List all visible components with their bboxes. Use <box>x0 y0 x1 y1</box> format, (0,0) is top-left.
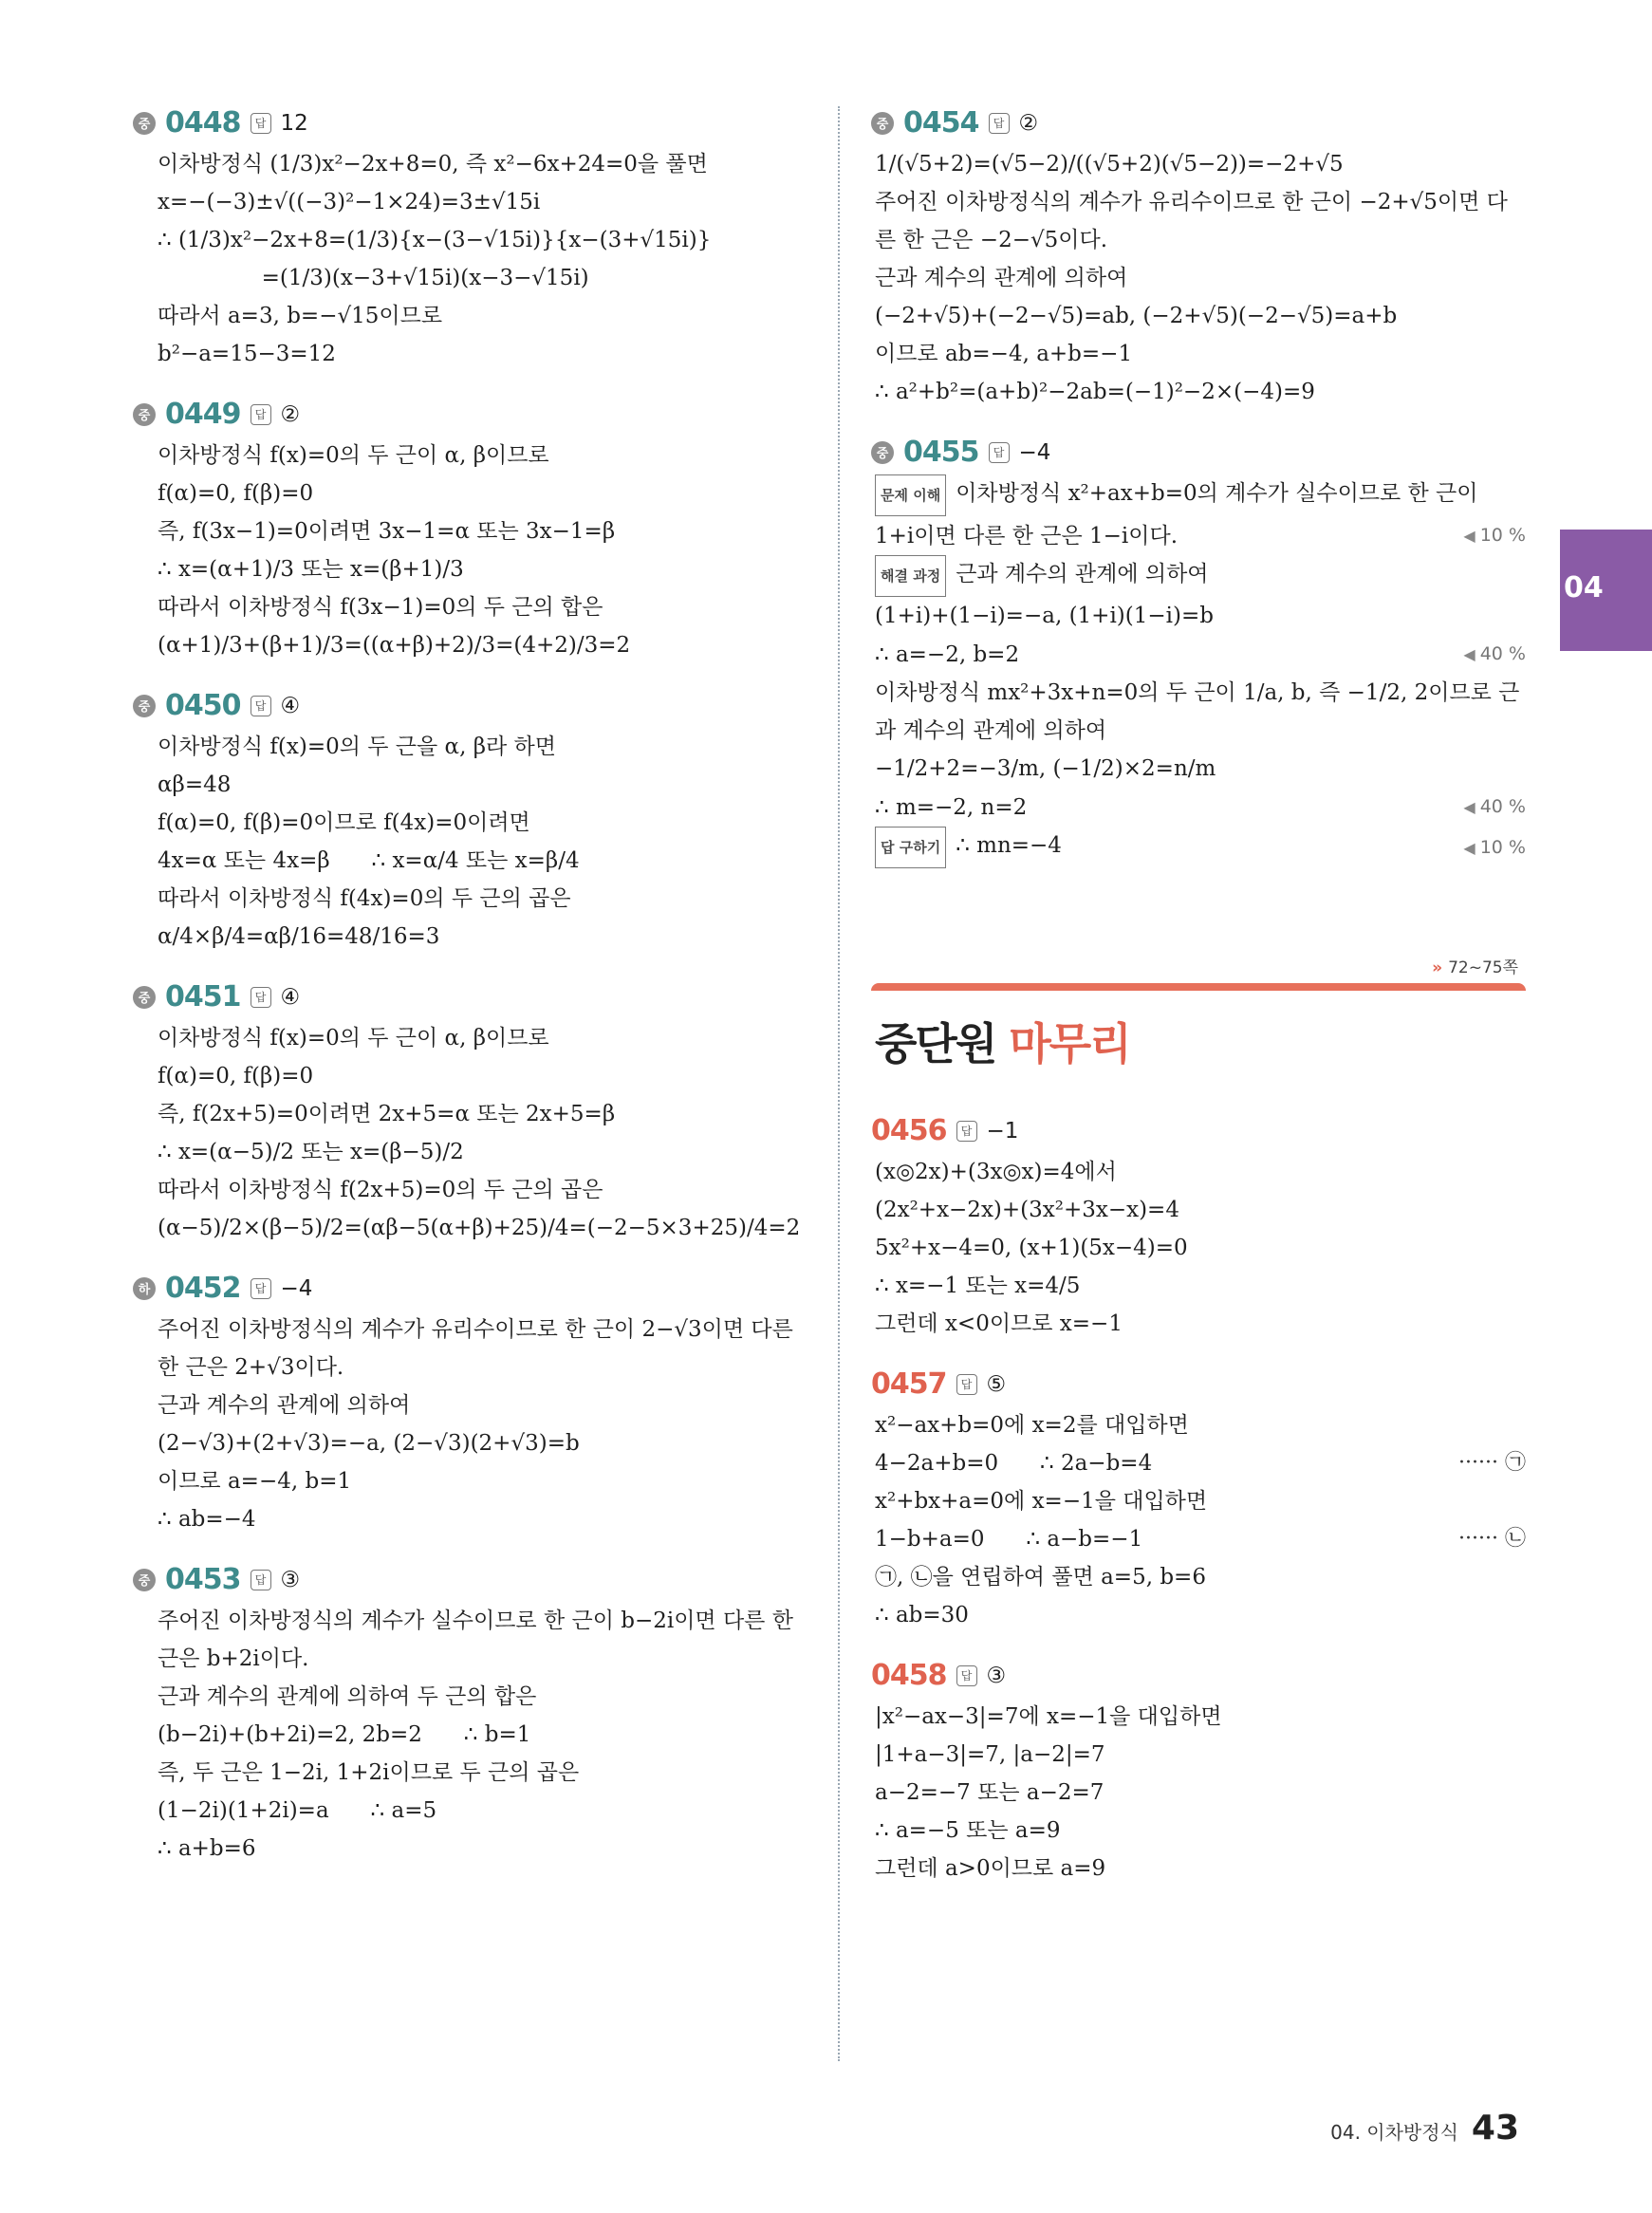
line-text: 근과 계수의 관계에 의하여 <box>956 562 1209 586</box>
solution-line: (b−2i)+(b+2i)=2, 2b=2 ∴ b=1 <box>158 1722 531 1747</box>
left-column <box>133 106 816 1892</box>
answer-value: −4 <box>280 1275 313 1301</box>
answer-icon: 답 <box>989 113 1010 134</box>
problem-0453 <box>133 1563 816 1868</box>
answer-icon: 답 <box>956 1665 977 1686</box>
solution-line: (1−2i)(1+2i)=a ∴ a=5 <box>158 1798 437 1823</box>
score-percent: ◀ 10 % <box>1463 828 1526 867</box>
solution-line <box>871 635 1526 674</box>
solution-line: ∴ a²+b²=(a+b)²−2ab=(−1)²−2×(−4)=9 <box>875 380 1315 404</box>
line-text: 4−2a+b=0 ∴ 2a−b=4 <box>875 1451 1153 1476</box>
problem-0452 <box>133 1272 816 1538</box>
answer-icon: 답 <box>251 696 271 716</box>
solution-line: f(α)=0, f(β)=0 <box>158 1064 314 1088</box>
equation-mark: ······ ㉡ <box>1458 1527 1526 1551</box>
section-title-bar <box>871 983 1526 991</box>
solution-line: ∴ a+b=6 <box>158 1836 256 1861</box>
problem-number: 0450 <box>165 689 241 722</box>
page-number: 43 <box>1471 2109 1519 2148</box>
problem-0451 <box>133 980 816 1247</box>
equation-mark: ······ ㉠ <box>1458 1451 1526 1475</box>
solution-line <box>871 1444 1526 1482</box>
problem-number: 0448 <box>165 106 241 139</box>
solution-line: 근과 계수의 관계에 의하여 두 근의 합은 <box>158 1684 537 1709</box>
solution-line: 주어진 이차방정식의 계수가 유리수이므로 한 근이 −2+√5이면 다 <box>875 190 1508 214</box>
solution-line: f(α)=0, f(β)=0 <box>158 481 314 506</box>
solution-line <box>871 555 1526 597</box>
solution-line: 이므로 ab=−4, a+b=−1 <box>875 342 1133 366</box>
answer-icon: 답 <box>251 113 271 134</box>
solution-line: ∴ x=(α−5)/2 또는 x=(β−5)/2 <box>158 1140 464 1164</box>
answer-value: −4 <box>1018 439 1051 465</box>
solution-line: 이차방정식 (1/3)x²−2x+8=0, 즉 x²−6x+24=0을 풀면 <box>158 152 708 177</box>
line-text: 이차방정식 x²+ax+b=0의 계수가 실수이므로 한 근이 <box>956 481 1478 506</box>
answer-value: −1 <box>986 1118 1019 1144</box>
solution-line: 그런데 a>0이므로 a=9 <box>875 1856 1106 1881</box>
score-percent: ◀ 10 % <box>1463 516 1526 555</box>
answer-value: 12 <box>280 110 308 136</box>
solution-line: 이차방정식 f(x)=0의 두 근이 α, β이므로 <box>158 443 549 468</box>
solution-line: (x◎2x)+(3x◎x)=4에서 <box>875 1160 1117 1184</box>
solution-line: 따라서 a=3, b=−√15이므로 <box>158 304 443 328</box>
solution-line: 이차방정식 mx²+3x+n=0의 두 근이 1/a, b, 즉 −1/2, 2이므로 근 <box>875 680 1520 705</box>
page-reference: » 72~75쪽 <box>871 954 1526 977</box>
solution-line: f(α)=0, f(β)=0이므로 f(4x)=0이려면 <box>158 810 530 835</box>
chapter-title: 04. 이차방정식 <box>1330 2121 1458 2144</box>
answer-icon: 답 <box>251 1570 271 1590</box>
solution-line: 즉, 두 근은 1−2i, 1+2i이므로 두 근의 곱은 <box>158 1760 580 1785</box>
solution-line: 른 한 근은 −2−√5이다. <box>875 228 1108 252</box>
solution-line: |x²−ax−3|=7에 x=−1을 대입하면 <box>875 1704 1222 1729</box>
solution-line: 즉, f(3x−1)=0이려면 3x−1=α 또는 3x−1=β <box>158 519 616 544</box>
answer-icon: 답 <box>251 987 271 1008</box>
problem-number: 0457 <box>871 1367 947 1401</box>
problem-0448 <box>133 106 816 373</box>
answer-value: ⑤ <box>986 1371 1007 1397</box>
solution-line: −1/2+2=−3/m, (−1/2)×2=n/m <box>875 756 1216 781</box>
solution-line: 이차방정식 f(x)=0의 두 근을 α, β라 하면 <box>158 735 556 759</box>
solution-line: x²−ax+b=0에 x=2를 대입하면 <box>875 1413 1189 1438</box>
step-tag: 답 구하기 <box>875 827 946 868</box>
answer-value: ③ <box>280 1567 301 1592</box>
problem-number: 0453 <box>165 1563 241 1596</box>
section-title-accent: 마무리 <box>1009 1018 1130 1069</box>
solution-line: ㉠, ㉡을 연립하여 풀면 a=5, b=6 <box>875 1565 1206 1590</box>
problem-number: 0449 <box>165 398 241 431</box>
problem-0458 <box>871 1659 1526 1888</box>
solution-line: ∴ x=(α+1)/3 또는 x=(β+1)/3 <box>158 557 464 582</box>
level-badge: 중 <box>133 1569 156 1591</box>
problem-number: 0456 <box>871 1114 947 1147</box>
solution-line: 이차방정식 f(x)=0의 두 근이 α, β이므로 <box>158 1026 549 1051</box>
solution-line: ∴ x=−1 또는 x=4/5 <box>875 1274 1081 1298</box>
answer-value: ② <box>280 401 301 427</box>
solution-line: 즉, f(2x+5)=0이려면 2x+5=α 또는 2x+5=β <box>158 1102 616 1126</box>
solution-line <box>871 516 1526 555</box>
solution-line: 1/(√5+2)=(√5−2)/((√5+2)(√5−2))=−2+√5 <box>875 152 1344 177</box>
solution-line: (α−5)/2×(β−5)/2=(αβ−5(α+β)+25)/4=(−2−5×3+25)/4=2 <box>158 1216 801 1240</box>
line-text: 1+i이면 다른 한 근은 1−i이다. <box>875 523 1179 549</box>
answer-icon: 답 <box>989 442 1010 463</box>
solution-line: (α+1)/3+(β+1)/3=((α+β)+2)/3=(4+2)/3=2 <box>158 633 631 658</box>
solution-line: (1+i)+(1−i)=−a, (1+i)(1−i)=b <box>875 604 1214 628</box>
level-badge: 하 <box>133 1277 156 1300</box>
answer-icon: 답 <box>251 404 271 425</box>
problem-0449 <box>133 398 816 664</box>
answer-value: ③ <box>986 1663 1007 1688</box>
level-badge: 중 <box>133 112 156 135</box>
solution-line: ∴ ab=−4 <box>158 1507 256 1532</box>
solution-line: 주어진 이차방정식의 계수가 실수이므로 한 근이 b−2i이면 다른 한 <box>158 1609 793 1633</box>
solution-line <box>871 1520 1526 1558</box>
problem-0455 <box>871 436 1526 868</box>
level-badge: 중 <box>133 403 156 426</box>
answer-value: ④ <box>280 693 301 718</box>
solution-line: x²+bx+a=0에 x=−1을 대입하면 <box>875 1489 1208 1514</box>
solution-line: =(1/3)(x−3+√15i)(x−3−√15i) <box>158 266 589 290</box>
level-badge: 중 <box>871 441 894 464</box>
solution-line <box>871 827 1526 868</box>
problem-number: 0458 <box>871 1659 947 1692</box>
solution-line: 근은 b+2i이다. <box>158 1646 309 1671</box>
answer-icon: 답 <box>251 1278 271 1299</box>
solution-line: α/4×β/4=αβ/16=48/16=3 <box>158 924 440 949</box>
score-percent: ◀ 40 % <box>1463 788 1526 827</box>
level-badge: 중 <box>133 695 156 717</box>
solution-line: 한 근은 2+√3이다. <box>158 1355 344 1380</box>
problem-number: 0454 <box>903 106 979 139</box>
solution-line: 4x=α 또는 4x=β ∴ x=α/4 또는 x=β/4 <box>158 848 580 873</box>
problem-number: 0451 <box>165 980 241 1014</box>
solution-line: 근과 계수의 관계에 의하여 <box>158 1393 411 1418</box>
solution-line: (−2+√5)+(−2−√5)=ab, (−2+√5)(−2−√5)=a+b <box>875 304 1398 328</box>
line-text: ∴ mn=−4 <box>956 833 1062 858</box>
line-text: ∴ m=−2, n=2 <box>875 794 1028 820</box>
solution-line: 그런데 x<0이므로 x=−1 <box>875 1311 1123 1336</box>
solution-line: ∴ ab=30 <box>875 1603 969 1627</box>
score-percent: ◀ 40 % <box>1463 635 1526 674</box>
solution-line: a−2=−7 또는 a−2=7 <box>875 1780 1104 1805</box>
problem-number: 0455 <box>903 436 979 469</box>
level-badge: 중 <box>871 112 894 135</box>
solution-line: 근과 계수의 관계에 의하여 <box>875 266 1128 290</box>
problem-0450 <box>133 689 816 956</box>
right-column <box>871 106 1526 1912</box>
solution-line <box>871 474 1526 516</box>
solution-line: 5x²+x−4=0, (x+1)(5x−4)=0 <box>875 1236 1188 1260</box>
step-tag: 문제 이해 <box>875 474 946 516</box>
problem-number: 0452 <box>165 1272 241 1305</box>
column-divider <box>838 106 840 2061</box>
chapter-tab-label: 04 <box>1564 571 1604 604</box>
solution-line: b²−a=15−3=12 <box>158 342 336 366</box>
line-text: ∴ a=−2, b=2 <box>875 642 1020 667</box>
answer-value: ④ <box>280 984 301 1010</box>
solution-line: 과 계수의 관계에 의하여 <box>875 718 1107 743</box>
section-title-main: 중단원 <box>875 1018 1010 1069</box>
chapter-tab <box>1560 530 1652 651</box>
solution-line: (2x²+x−2x)+(3x²+3x−x)=4 <box>875 1198 1179 1222</box>
solution-line: 따라서 이차방정식 f(4x)=0의 두 근의 곱은 <box>158 886 571 911</box>
level-badge: 중 <box>133 986 156 1009</box>
solution-line: ∴ (1/3)x²−2x+8=(1/3){x−(3−√15i)}{x−(3+√15i)} <box>158 228 712 252</box>
problem-0457 <box>871 1367 1526 1634</box>
solution-line: 따라서 이차방정식 f(2x+5)=0의 두 근의 곱은 <box>158 1178 603 1202</box>
answer-icon: 답 <box>956 1121 977 1142</box>
solution-line: 이므로 a=−4, b=1 <box>158 1469 352 1494</box>
solution-line <box>871 788 1526 827</box>
answer-icon: 답 <box>956 1374 977 1395</box>
solution-line: x=−(−3)±√((−3)²−1×24)=3±√15i <box>158 190 541 214</box>
step-tag: 해결 과정 <box>875 555 946 597</box>
section-title <box>875 1010 1526 1072</box>
solution-line: 따라서 이차방정식 f(3x−1)=0의 두 근의 합은 <box>158 595 603 620</box>
problem-0454 <box>871 106 1526 411</box>
answer-value: ② <box>1018 110 1039 136</box>
solution-line: |1+a−3|=7, |a−2|=7 <box>875 1742 1105 1767</box>
solution-line: ∴ a=−5 또는 a=9 <box>875 1818 1061 1843</box>
line-text: 1−b+a=0 ∴ a−b=−1 <box>875 1527 1143 1552</box>
solution-line: (2−√3)+(2+√3)=−a, (2−√3)(2+√3)=b <box>158 1431 580 1456</box>
page-footer <box>1330 2109 1519 2148</box>
problem-0456 <box>871 1114 1526 1343</box>
solution-line: 주어진 이차방정식의 계수가 유리수이므로 한 근이 2−√3이면 다른 <box>158 1317 793 1342</box>
solution-line: αβ=48 <box>158 772 232 797</box>
